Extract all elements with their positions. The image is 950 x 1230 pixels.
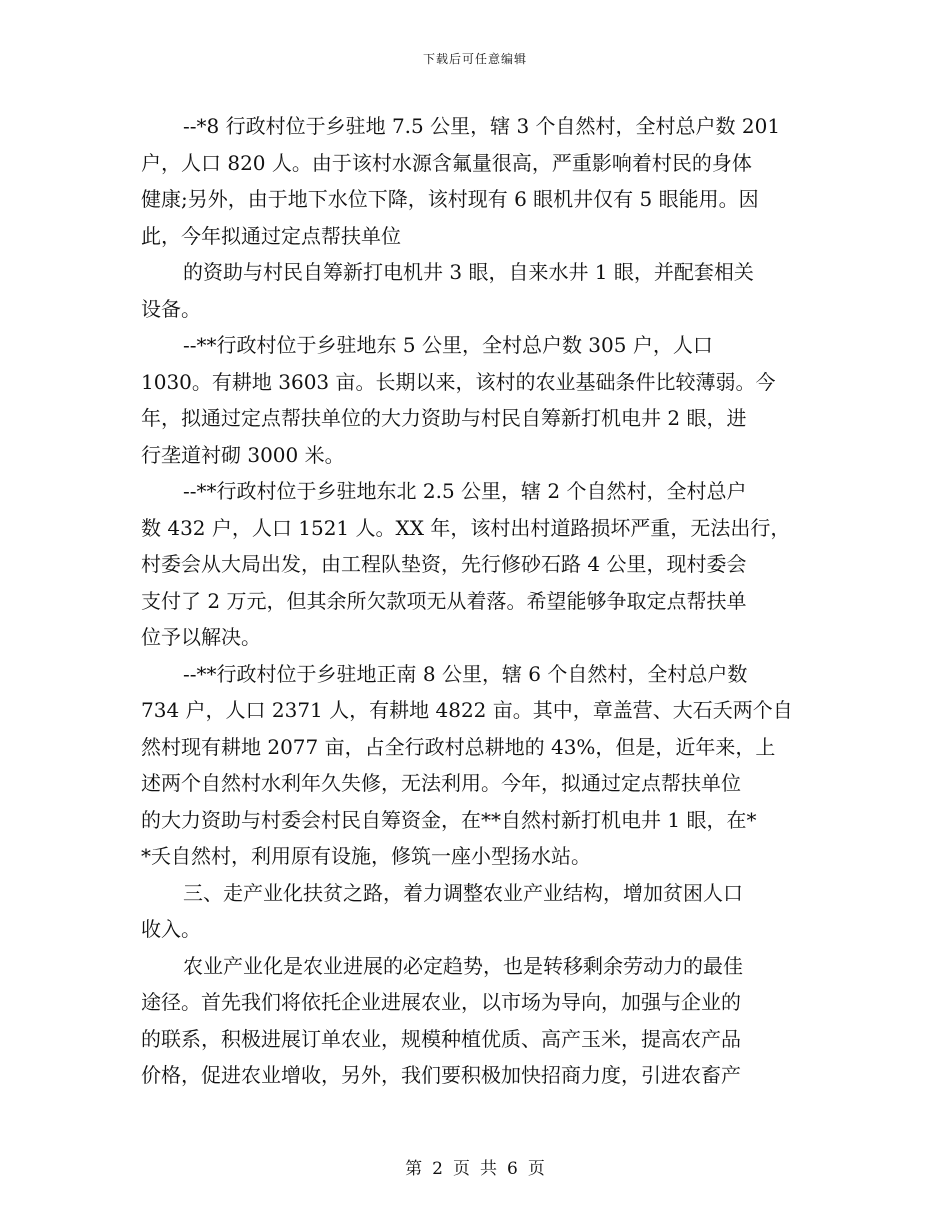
text-line: 三、走产业化扶贫之路，着力调整农业产业结构，增加贫困人口 [183,880,743,905]
paragraph-7 [141,948,807,1094]
text-line: 健康;另外，由于地下水位下降，该村现有 6 眼机井仅有 5 眼能用。因 [141,187,759,211]
text-line: 行垄道衬砌 3000 米。 [141,442,345,467]
section-heading-3 [141,875,807,948]
page-footer [0,1158,950,1180]
footer-label-ye: 页 [453,1159,470,1179]
text-line: 述两个自然村水利年久失修，无法利用。今年，拟通过定点帮扶单位 [141,771,741,795]
text-line: 734 户，人口 2371 人，有耕地 4822 亩。其中，章盖营、大石夭两个自 [141,698,793,722]
total-pages: 6 [507,1159,518,1179]
paragraph-2 [141,254,807,327]
text-line: *夭自然村，利用原有设施，修筑一座小型扬水站。 [141,844,591,868]
text-line: 收入。 [141,917,201,941]
text-line: 的联系，积极进展订单农业，规模种植优质、高产玉米，提高农产品 [141,1026,741,1051]
text-line: 支付了 2 万元，但其余所欠款项无从着落。希望能够争取定点帮扶单 [141,588,747,613]
text-line: 户，人口 820 人。由于该村水源含氟量很高，严重影响着村民的身体 [141,150,752,175]
text-line: 价格，促进农业增收，另外，我们要积极加快招商力度，引进农畜产 [141,1063,741,1087]
footer-label-di: 第 [405,1159,423,1179]
footer-label-gong: 共 [480,1159,497,1179]
document-body [141,108,807,1094]
text-line: 的资助与村民自筹新打电机井 3 眼，自来水井 1 眼，并配套相关 [183,260,754,284]
text-line: --**行政村位于乡驻地东 5 公里，全村总户数 305 户，人口 [183,333,713,357]
text-line: 数 432 户，人口 1521 人。XX 年，该村出村道路损坏严重，无法出行， [141,515,791,540]
page-header: 下载后可任意编辑 [422,52,527,66]
text-line: 位予以解决。 [141,625,261,649]
text-line: 年，拟通过定点帮扶单位的大力资助与村民自筹新打机电井 2 眼，进 [141,406,747,430]
paragraph-5 [141,656,807,875]
text-line: 设备。 [141,296,201,321]
text-line: --**行政村位于乡驻地东北 2.5 公里，辖 2 个自然村，全村总户 [183,479,747,503]
paragraph-4 [141,473,807,656]
text-line: --*8 行政村位于乡驻地 7.5 公里，辖 3 个自然村，全村总户数 201 [183,114,781,138]
text-line: 村委会从大局出发，由工程队垫资，先行修砂石路 4 公里，现村委会 [141,552,747,576]
page-number: 2 [432,1159,443,1179]
text-line: 途径。首先我们将依托企业进展农业，以市场为导向，加强与企业的 [141,990,741,1014]
text-line: 农业产业化是农业进展的必定趋势，也是转移剩余劳动力的最佳 [183,953,743,978]
text-line: --**行政村位于乡驻地正南 8 公里，辖 6 个自然村，全村总户数 [183,661,748,686]
text-line: 然村现有耕地 2077 亩，占全行政村总耕地的 43%，但是，近年来，上 [141,734,776,759]
paragraph-1 [141,108,807,254]
footer-label-ye2: 页 [527,1159,545,1179]
paragraph-3 [141,327,807,473]
text-line: 此，今年拟通过定点帮扶单位 [141,223,401,248]
text-line: 1030。有耕地 3603 亩。长期以来，该村的农业基础条件比较薄弱。今 [141,369,776,394]
text-line: 的大力资助与村委会村民自筹资金，在**自然村新打机电井 1 眼，在* [141,807,757,832]
